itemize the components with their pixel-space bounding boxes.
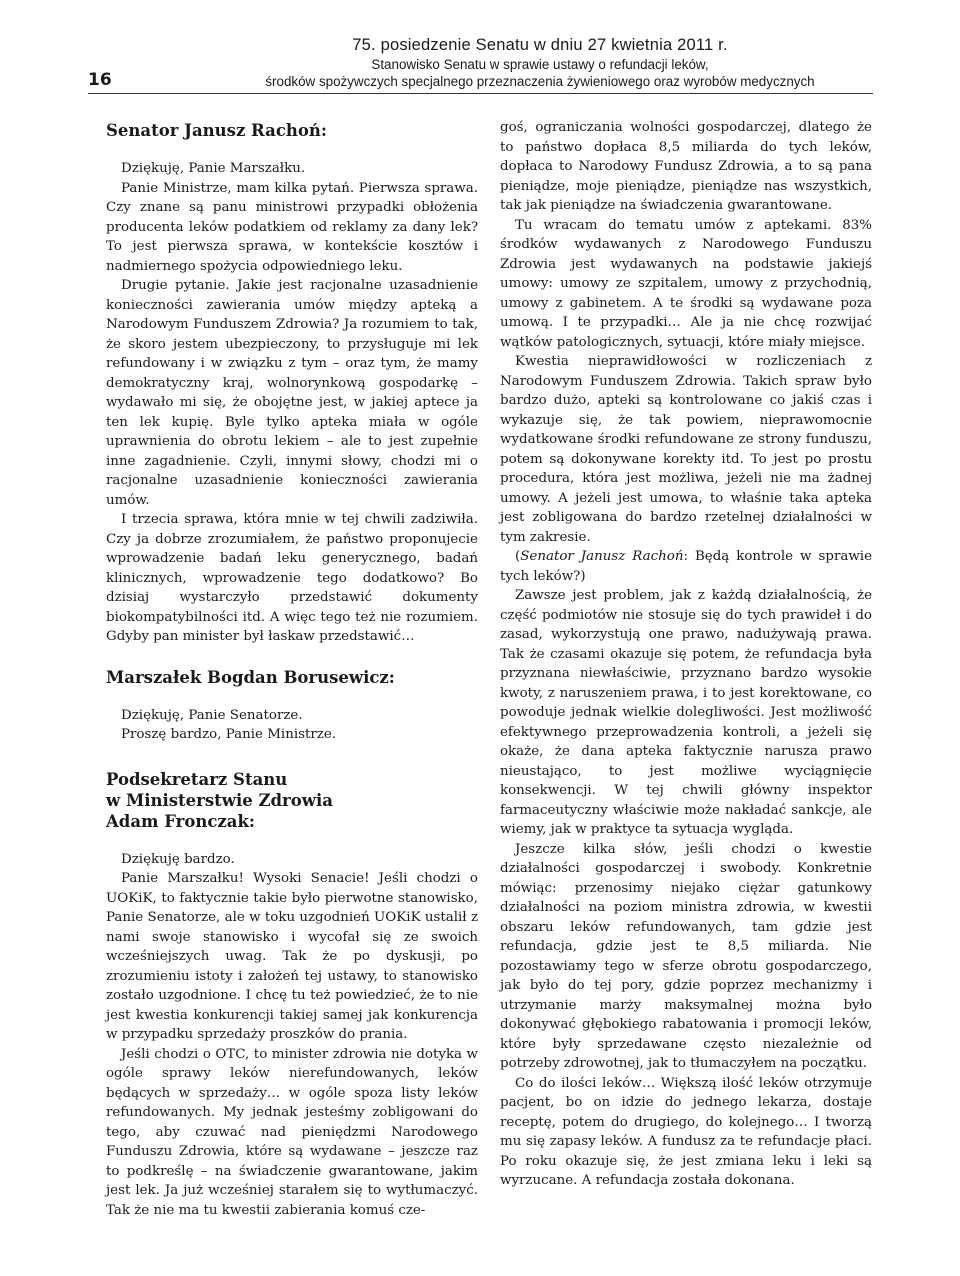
header-divider [88, 93, 873, 94]
paragraph: goś, ograniczania wolności gospodarczej, dlatego że to państwo dopłaca 8,5 miliarda do tych leków, dopłaca to Narodowy Fundusz Zdrowia, a to są pana pieniądze, moje pieniądze, pieniądze nas wszystkich, tak jak pieniądze na świadczenia gwarantowane. [500, 120, 872, 213]
interjection [500, 547, 872, 586]
paragraph: Jeszcze kilka słów, jeśli chodzi o kwestie działalności gospodarczej i swobody. Konkretnie mówiąc: przenosimy niejako ciężar gatunkowy działalności na poziom ministra zdrowia, w kwestii obszaru leków refundowanych, tam gdzie jest refundacja, gdzie jest te 8,5 miliarda. Nie pozostawiamy tego w sferze obrotu gospodarczego, jak było do tej pory, gdzie poprzez mechanizmy i utrzymanie marży maksymalnej można było dokonywać głębokiego rabatowania i promocji leków, które były sprzedawane często niezależnie od potrzeby zdrowotnej, jak to tłumaczyłem na początku. [500, 841, 872, 1071]
header-session-title: 75. posiedzenie Senatu w dniu 27 kwietnia 2011 r. [352, 36, 728, 54]
paragraph: Proszę bardzo, Panie Ministrze. [121, 727, 337, 742]
paragraph: I trzecia sprawa, która mnie w tej chwili zadziwiła. Czy ja dobrze zrozumiałem, że państwo proponujecie wprowadzenie badań leku generycznego, badań klinicznych, wprowadzenie tego dodatkowo? Bo dzisiaj wystarczyło przedstawić dokumenty biokompatybilności itd. A więc tego też nie rozumiem. Gdyby pan minister był łaskaw przedstawić… [106, 512, 478, 644]
paragraph: Panie Marszałku! Wysoki Senacie! Jeśli chodzi o UOKiK, to faktycznie takie było pierwotne stanowisko, Panie Senatorze, ale w toku uzgodnień UOKiK ustalił z nami swoje stanowisko i wycofał się ze swoich wcześniejszych uwag. Tak że po dyskusji, po zrozumieniu istoty i założeń tej ustawy, to stanowisko zostało uzgodnione. I chcę tu też powiedzieć, że to nie jest kwestia konkurencji takiej samej jak konkurencja w przypadku sprzedaży proszków do prania. [106, 871, 478, 1042]
paragraph: Drugie pytanie. Jakie jest racjonalne uzasadnienie konieczności zawierania umów między apteką a Narodowym Funduszem Zdrowia? Ja rozumiem to tak, że skoro jestem ubezpieczony, to przysługuje mi lek refundowany i w związku z tym – oraz tym, że mamy demokratyczny kraj, wolnorynkową gospodarkę – wydawało mi się, że obojętne jest, w jakiej aptece ja ten lek kupię. Byle tylko apteka miała w ogóle uprawnienia do obrotu lekiem – ale to jest zupełnie inne zagadnienie. Czyli, innymi słowy, chodzi mi o racjonalne uzasadnienie konieczności zawierania umów. [106, 278, 478, 508]
paragraph: Jeśli chodzi o OTC, to minister zdrowia nie dotyka w ogóle sprawy leków nierefundowanych, leków będących w sprzedaży… w ogóle spoza listy leków refundowanych. My jednak jesteśmy zobligowani do tego, aby czuwać nad pieniędzmi Narodowego Funduszu Zdrowia, które są wydawane – jeszcze raz to podkreślę – na świadczenie gwarantowane, jakim jest lek. Ja już wcześniej starałem się to wytłumaczyć. Tak że nie ma tu kwestii zabierania komuś cze- [106, 1046, 478, 1218]
paragraph: Kwestia nieprawidłowości w rozliczeniach z Narodowym Funduszem Zdrowia. Takich spraw było bardzo dużo, apteki są kontrolowane co jakiś czas i wykazuje się, że tak powiem, nieprawomocnie wydatkowane środki refundowane ze strony funduszu, potem są dokonywane korekty itd. To jest po prostu procedura, która jest możliwa, jeżeli nie ma żadnej umowy. A jeżeli jest umowa, to właśnie taka apteka jest zobligowana do bardzo rzetelnej działalności w tym zakresie. [500, 354, 872, 545]
paragraph: Dziękuję, Panie Senatorze. [121, 707, 303, 723]
speaker-heading: Senator Janusz Rachoń: [106, 121, 327, 140]
page-number: 16 [88, 70, 112, 90]
speaker-heading: Marszałek Bogdan Borusewicz: [106, 667, 395, 687]
paragraph: Dziękuję bardzo. [121, 851, 235, 867]
paragraph: Panie Ministrze, mam kilka pytań. Pierwsza sprawa. Czy znane są panu ministrowi przypadki obłożenia producenta leków podatkiem od reklamy za dany lek? To jest pierwsza sprawa, w kontekście kosztów i nadmiernego spożycia odpowiedniego leku. [106, 180, 478, 274]
paragraph: Zawsze jest problem, jak z każdą działalnością, że część podmiotów nie stosuje się do tych prawideł i do zasad, wykorzystują one prawo, nadużywają prawa. Tak że czasami okazuje się potem, że refundacja była przyznana niewłaściwie, przyznano bardzo wysokie kwoty, z naruszeniem prawa, i to jest korektowane, co powoduje jednak wielkie dolegliwości. Jest możliwość efektywnego przeprowadzenia kontroli, a jeżeli się okaże, że dana apteka faktycznie narusza prawo nieustająco, to jest możliwe wyciągnięcie konsekwencji. W tej chwili główny inspektor farmaceutyczny właściwie może nakładać sankcje, ale wiemy, jak w praktyce ta sytuacja wygląda. [500, 588, 872, 837]
header-subject-line1: Stanowisko Senatu w sprawie ustawy o refundacji leków, [371, 57, 709, 72]
paragraph: Tu wracam do tematu umów z aptekami. 83% środków wydawanych z Narodowego Funduszu Zdrowia jest wydawanych na podstawie jakiejś umowy: umowy ze szpitalem, umowy z przychodnią, umowy z gabinetem. A te środki są wydawane poza umową. I te przypadki… Ale ja nie chcę rozwijać wątków patologicznych, sytuacji, które miały miejsce. [500, 217, 872, 350]
paragraph: Dziękuję, Panie Marszałku. [121, 161, 306, 176]
right-column [500, 118, 872, 1191]
interjection-text: : Będą kontrole w sprawie tych leków?) [500, 549, 872, 584]
left-column [106, 118, 478, 1220]
interjection-speaker: Senator Janusz Rachoń [520, 549, 684, 564]
paragraph: Co do ilości leków… Większą ilość leków otrzymuje pacjent, bo on idzie do jednego lekarza, dostaje receptę, potem do drugiego, do kolejnego… I tworzą mu się zapasy leków. A fundusz za te refundacje płaci. Po roku okazuje się, że jest zmiana leku i leki są wyrzucane. A refundacja została dokonana. [500, 1075, 872, 1188]
speaker-heading: Podsekretarz Stanu w Ministerstwie Zdrowia Adam Fronczak: [106, 769, 333, 831]
header-subject-line2: środków spożywczych specjalnego przeznaczenia żywieniowego oraz wyrobów medycznych [265, 74, 815, 89]
interjection-open: ( [515, 549, 521, 564]
